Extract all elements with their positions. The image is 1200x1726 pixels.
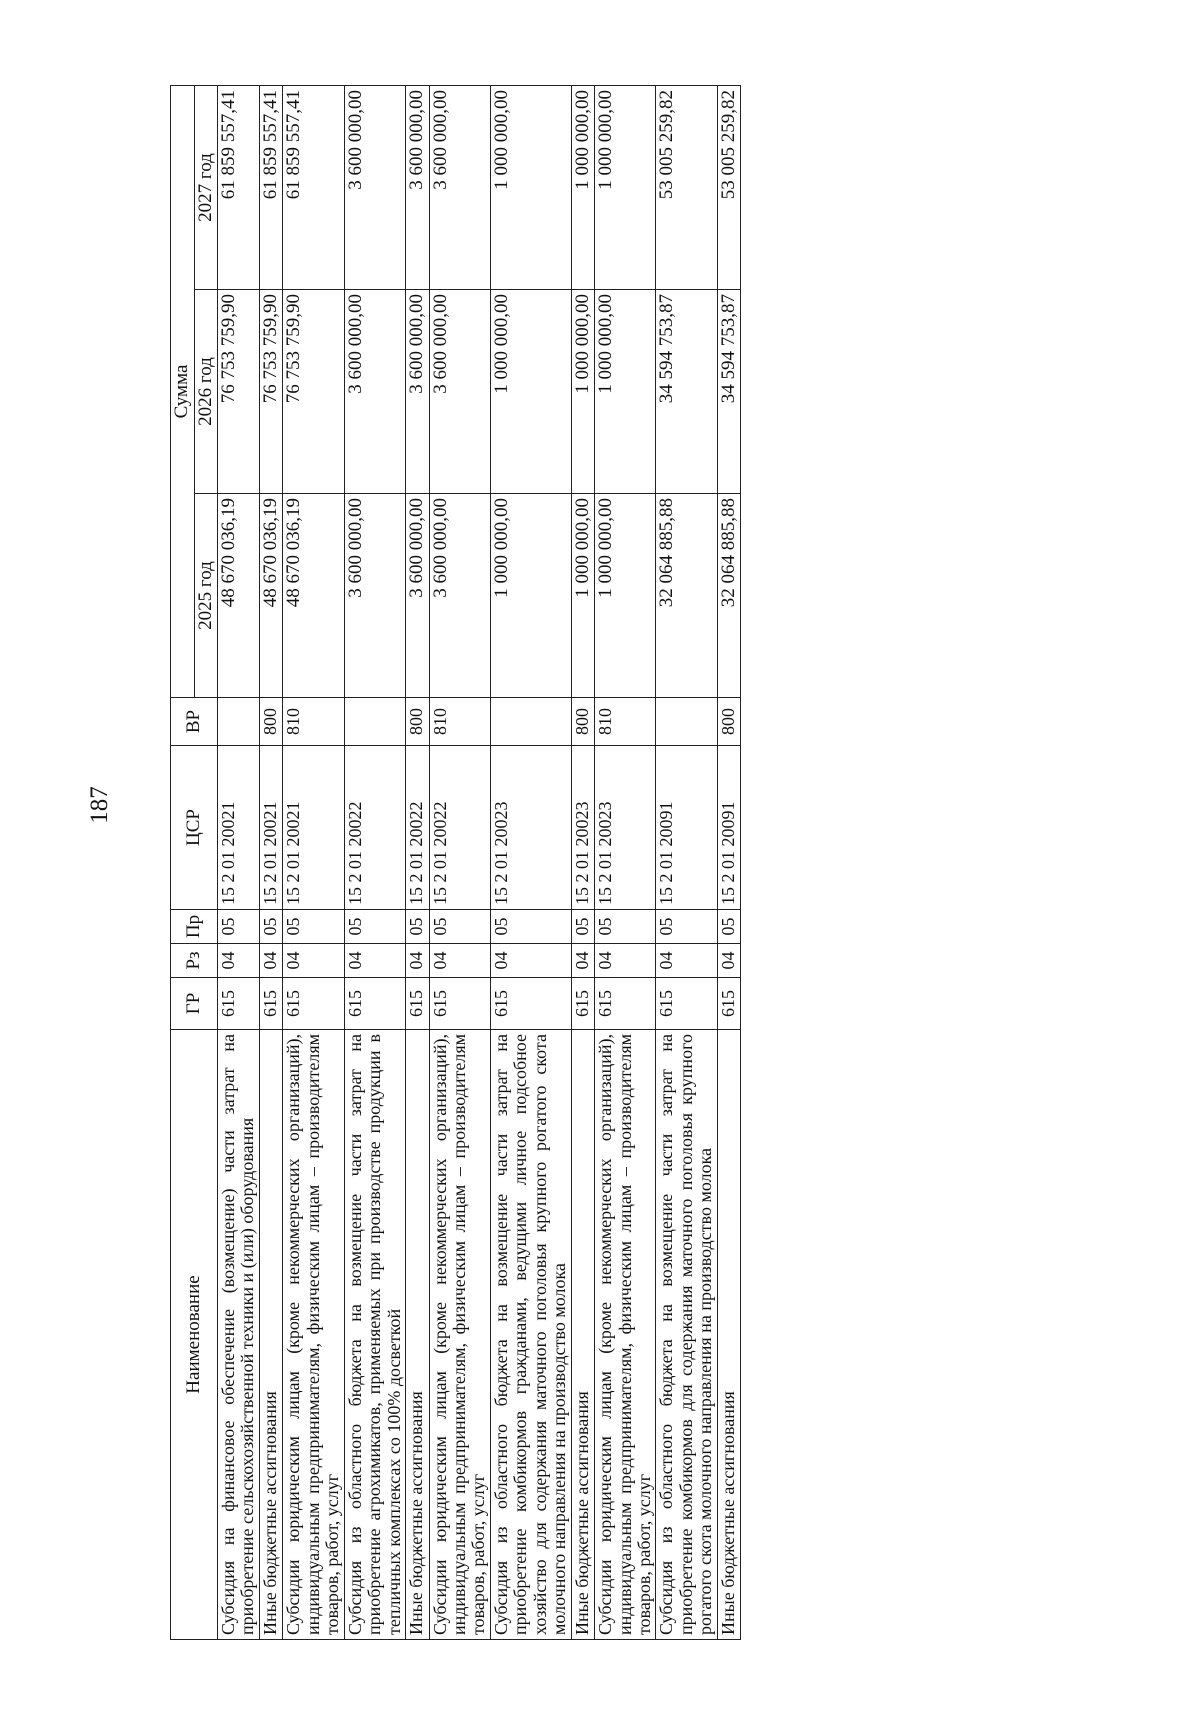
- header-csr: ЦСР: [171, 746, 218, 910]
- row-amount-2027: 61 859 557,41: [218, 86, 260, 290]
- row-vr: 800: [571, 698, 595, 746]
- row-amount-2025: 48 670 036,19: [283, 494, 344, 698]
- row-amount-2027: 61 859 557,41: [259, 86, 283, 290]
- row-pr: 05: [344, 910, 405, 944]
- row-name: Субсидия из областного бюджета на возмещение части затрат на приобретение комбикормов для содержания маточного поголовья крупного рогатого скота молочного направления на производство молока: [656, 1030, 717, 1640]
- row-amount-2025: 32 064 885,88: [656, 494, 717, 698]
- row-csr: 15 2 01 20021: [218, 746, 260, 910]
- row-vr: 800: [717, 698, 741, 746]
- row-amount-2025: 32 064 885,88: [717, 494, 741, 698]
- row-gr: 615: [490, 978, 571, 1030]
- table-row: [283, 86, 344, 1640]
- table-row: [218, 86, 260, 1640]
- row-rz: 04: [595, 944, 656, 978]
- table-row: [259, 86, 283, 1640]
- row-amount-2025: 3 600 000,00: [429, 494, 490, 698]
- row-pr: 05: [429, 910, 490, 944]
- row-name: Субсидии юридическим лицам (кроме некоммерческих организаций), индивидуальным предпринимателям, физическим лицам – производителям товаров, работ, услуг: [595, 1030, 656, 1640]
- row-gr: 615: [283, 978, 344, 1030]
- row-pr: 05: [490, 910, 571, 944]
- row-vr: 810: [595, 698, 656, 746]
- row-name: Субсидия из областного бюджета на возмещение части затрат на приобретение комбикормов гражданами, ведущими личное подсобное хозяйство для содержания маточного поголовья крупного рогатого скота молочного направления на производство молока: [490, 1030, 571, 1640]
- row-gr: 615: [571, 978, 595, 1030]
- row-rz: 04: [717, 944, 741, 978]
- header-2025: 2025 год: [194, 494, 218, 698]
- row-amount-2025: 1 000 000,00: [595, 494, 656, 698]
- row-gr: 615: [344, 978, 405, 1030]
- table-row: [429, 86, 490, 1640]
- row-csr: 15 2 01 20021: [259, 746, 283, 910]
- row-amount-2026: 76 753 759,90: [218, 290, 260, 494]
- row-name: Субсидии юридическим лицам (кроме некоммерческих организаций), индивидуальным предпринимателям, физическим лицам – производителям товаров, работ, услуг: [283, 1030, 344, 1640]
- row-pr: 05: [406, 910, 430, 944]
- row-vr: 810: [283, 698, 344, 746]
- row-amount-2027: 1 000 000,00: [595, 86, 656, 290]
- row-amount-2025: 3 600 000,00: [344, 494, 405, 698]
- row-amount-2027: 3 600 000,00: [429, 86, 490, 290]
- table-row: [406, 86, 430, 1640]
- row-amount-2026: 1 000 000,00: [595, 290, 656, 494]
- row-vr: 800: [406, 698, 430, 746]
- row-amount-2026: 76 753 759,90: [259, 290, 283, 494]
- table-row: [344, 86, 405, 1640]
- row-name: Иные бюджетные ассигнования: [259, 1030, 283, 1640]
- row-amount-2026: 76 753 759,90: [283, 290, 344, 494]
- row-csr: 15 2 01 20023: [571, 746, 595, 910]
- row-amount-2025: 3 600 000,00: [406, 494, 430, 698]
- row-vr: 800: [259, 698, 283, 746]
- row-csr: 15 2 01 20023: [490, 746, 571, 910]
- header-name: Наименование: [171, 1030, 218, 1640]
- row-rz: 04: [406, 944, 430, 978]
- row-csr: 15 2 01 20022: [429, 746, 490, 910]
- table-row: [717, 86, 741, 1640]
- row-amount-2027: 1 000 000,00: [490, 86, 571, 290]
- row-amount-2025: 48 670 036,19: [259, 494, 283, 698]
- row-amount-2027: 53 005 259,82: [656, 86, 717, 290]
- page-number: 187: [86, 786, 113, 824]
- budget-sheet: [170, 86, 1170, 1640]
- row-csr: 15 2 01 20021: [283, 746, 344, 910]
- row-rz: 04: [283, 944, 344, 978]
- row-name: Иные бюджетные ассигнования: [571, 1030, 595, 1640]
- row-pr: 05: [571, 910, 595, 944]
- row-amount-2026: 1 000 000,00: [490, 290, 571, 494]
- row-csr: 15 2 01 20022: [406, 746, 430, 910]
- row-pr: 05: [283, 910, 344, 944]
- table-row: [595, 86, 656, 1640]
- row-amount-2025: 48 670 036,19: [218, 494, 260, 698]
- row-pr: 05: [259, 910, 283, 944]
- row-gr: 615: [429, 978, 490, 1030]
- row-amount-2026: 3 600 000,00: [429, 290, 490, 494]
- budget-table: [170, 85, 741, 1640]
- row-amount-2026: 3 600 000,00: [344, 290, 405, 494]
- row-rz: 04: [490, 944, 571, 978]
- row-gr: 615: [595, 978, 656, 1030]
- header-pr: Пр: [171, 910, 218, 944]
- row-amount-2027: 3 600 000,00: [406, 86, 430, 290]
- header-rz: Рз: [171, 944, 218, 978]
- table-row: [571, 86, 595, 1640]
- row-name: Субсидия из областного бюджета на возмещение части затрат на приобретение агрохимикатов, применяемых при производстве продукции в тепличных комплексах со 100% досветкой: [344, 1030, 405, 1640]
- row-amount-2026: 3 600 000,00: [406, 290, 430, 494]
- row-amount-2027: 1 000 000,00: [571, 86, 595, 290]
- row-name: Иные бюджетные ассигнования: [717, 1030, 741, 1640]
- row-vr: [344, 698, 405, 746]
- row-amount-2025: 1 000 000,00: [571, 494, 595, 698]
- row-rz: 04: [344, 944, 405, 978]
- row-csr: 15 2 01 20091: [717, 746, 741, 910]
- header-2027: 2027 год: [194, 86, 218, 290]
- row-name: Субсидия на финансовое обеспечение (возмещение) части затрат на приобретение сельскохозяйственной техники и (или) оборудования: [218, 1030, 260, 1640]
- row-vr: [218, 698, 260, 746]
- row-pr: 05: [218, 910, 260, 944]
- header-gr: ГР: [171, 978, 218, 1030]
- row-rz: 04: [259, 944, 283, 978]
- row-gr: 615: [259, 978, 283, 1030]
- row-amount-2027: 3 600 000,00: [344, 86, 405, 290]
- row-vr: 810: [429, 698, 490, 746]
- row-amount-2025: 1 000 000,00: [490, 494, 571, 698]
- row-rz: 04: [571, 944, 595, 978]
- row-gr: 615: [717, 978, 741, 1030]
- row-vr: [656, 698, 717, 746]
- row-rz: 04: [218, 944, 260, 978]
- table-row: [656, 86, 717, 1640]
- row-name: Субсидии юридическим лицам (кроме некоммерческих организаций), индивидуальным предпринимателям, физическим лицам – производителям товаров, работ, услуг: [429, 1030, 490, 1640]
- row-amount-2026: 1 000 000,00: [571, 290, 595, 494]
- row-gr: 615: [218, 978, 260, 1030]
- row-vr: [490, 698, 571, 746]
- row-amount-2026: 34 594 753,87: [717, 290, 741, 494]
- table-row: [490, 86, 571, 1640]
- row-pr: 05: [595, 910, 656, 944]
- row-csr: 15 2 01 20022: [344, 746, 405, 910]
- row-amount-2026: 34 594 753,87: [656, 290, 717, 494]
- header-vr: ВР: [171, 698, 218, 746]
- header-2026: 2026 год: [194, 290, 218, 494]
- row-rz: 04: [656, 944, 717, 978]
- row-csr: 15 2 01 20091: [656, 746, 717, 910]
- row-amount-2027: 53 005 259,82: [717, 86, 741, 290]
- row-gr: 615: [656, 978, 717, 1030]
- row-pr: 05: [656, 910, 717, 944]
- row-csr: 15 2 01 20023: [595, 746, 656, 910]
- header-sum: Сумма: [171, 86, 195, 698]
- row-gr: 615: [406, 978, 430, 1030]
- row-name: Иные бюджетные ассигнования: [406, 1030, 430, 1640]
- row-pr: 05: [717, 910, 741, 944]
- row-rz: 04: [429, 944, 490, 978]
- row-amount-2027: 61 859 557,41: [283, 86, 344, 290]
- header-row: [171, 86, 195, 1640]
